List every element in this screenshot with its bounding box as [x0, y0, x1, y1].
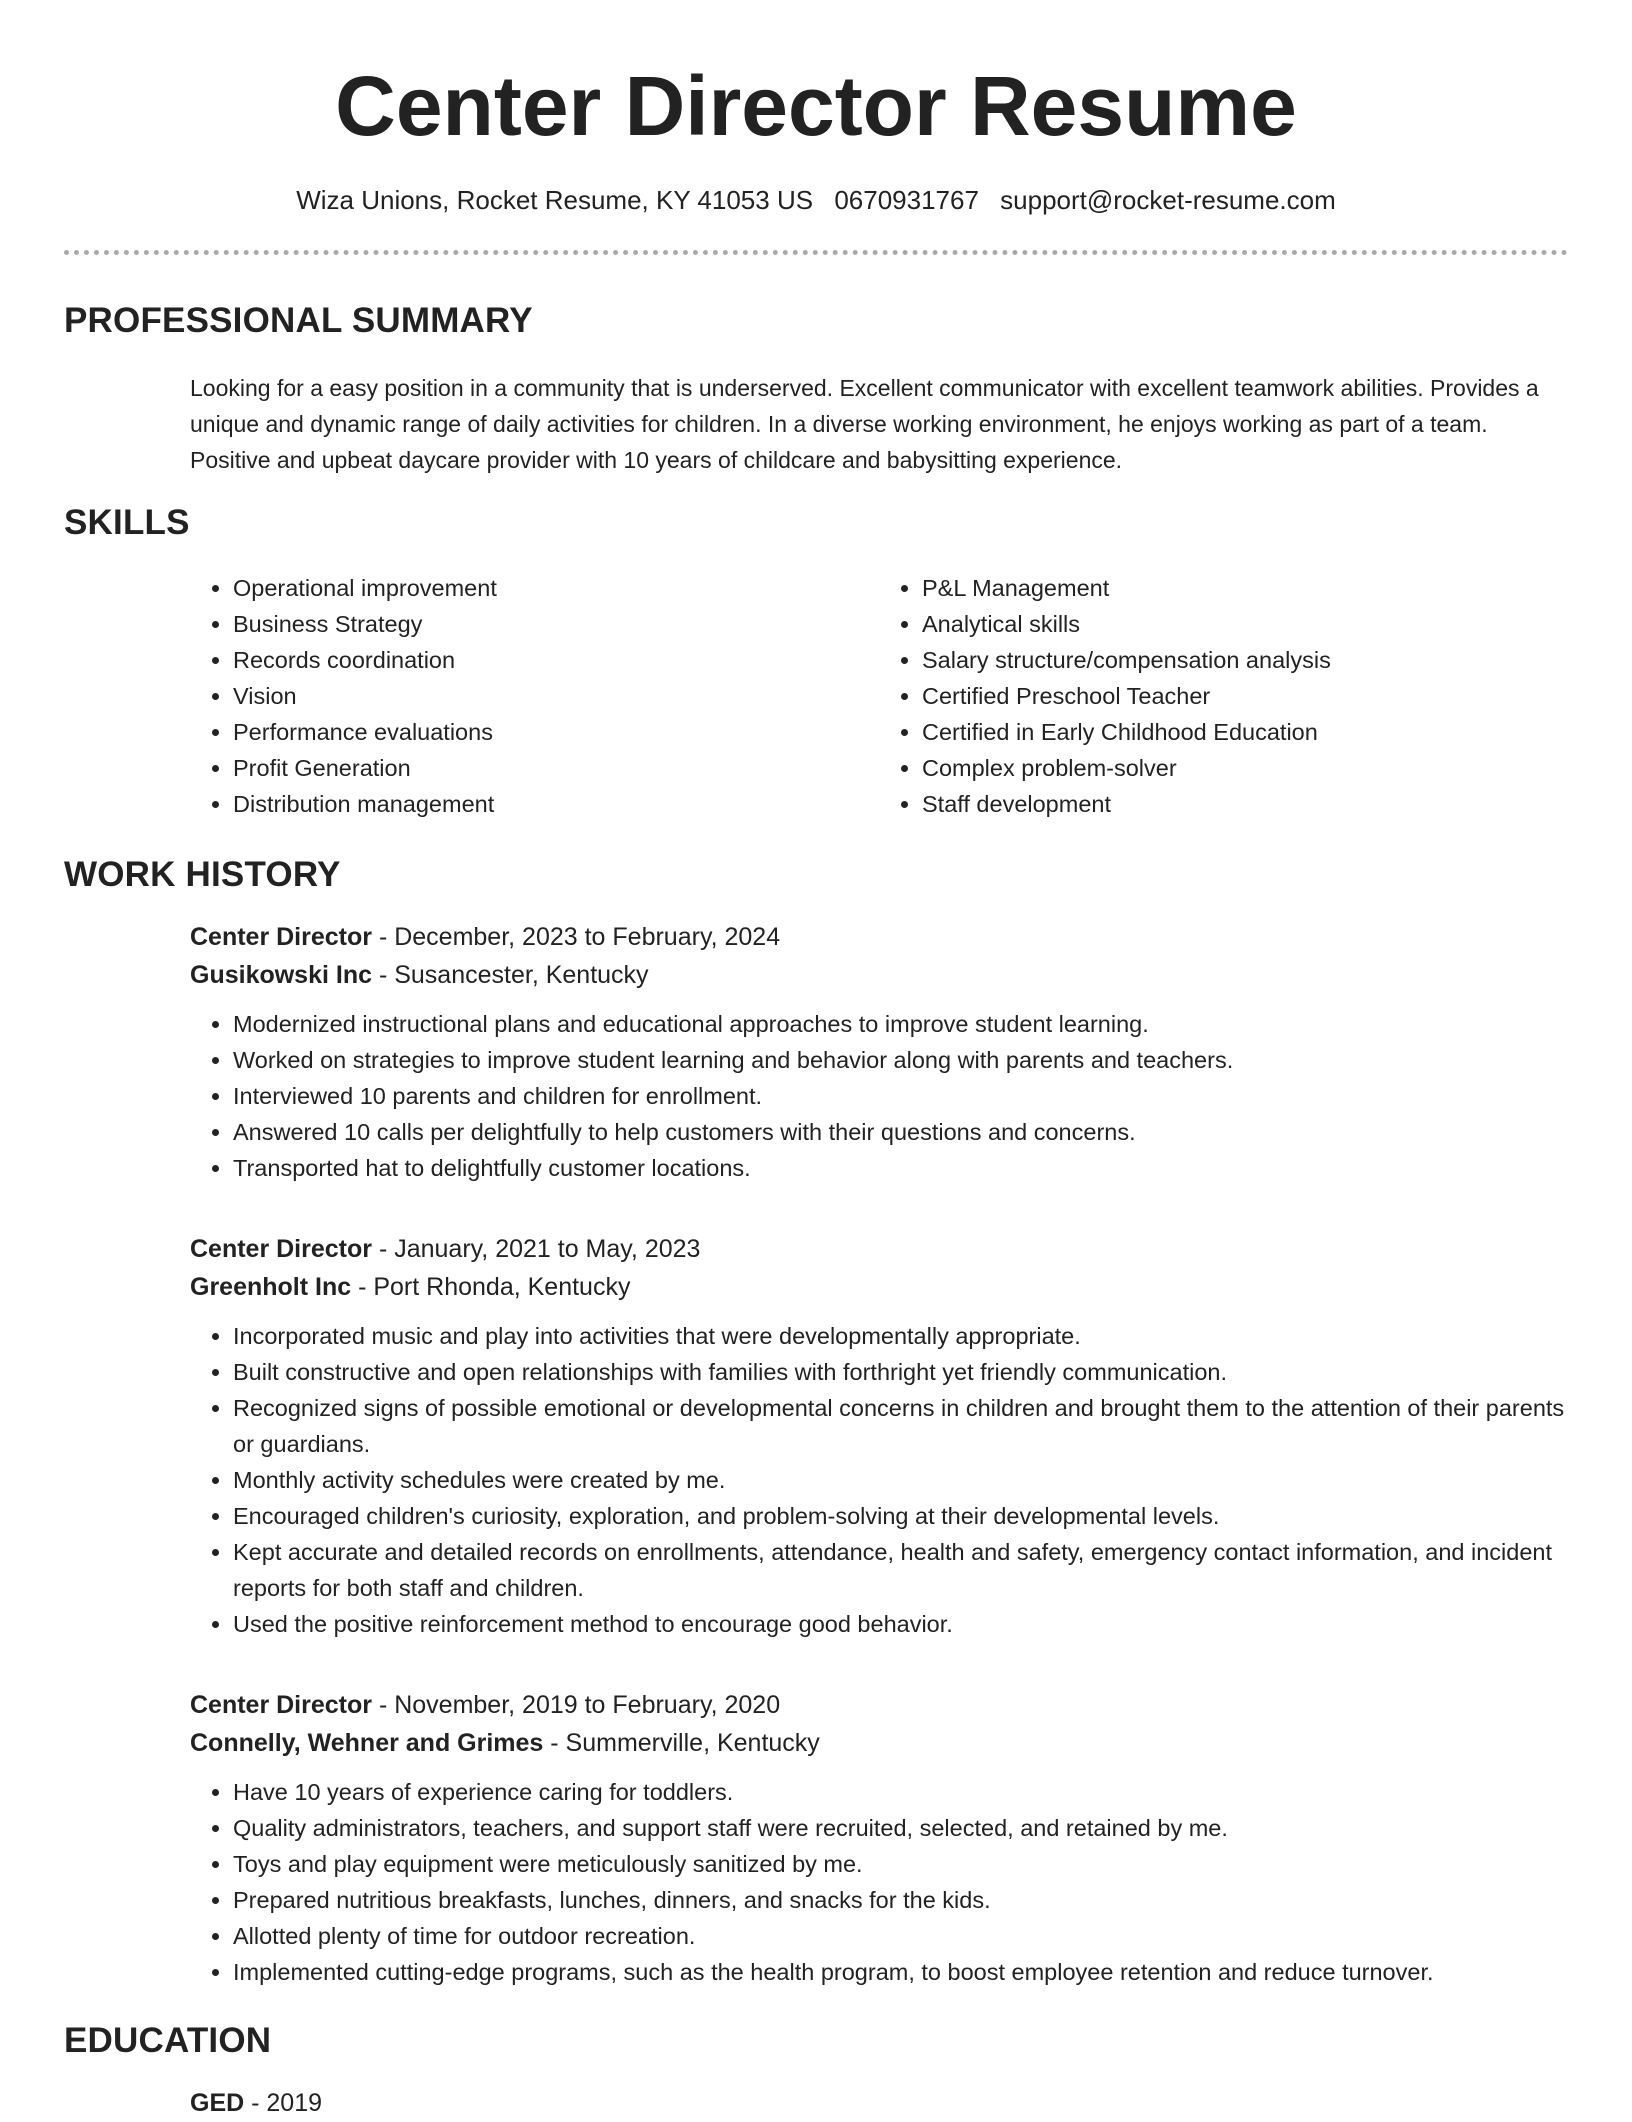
skill-item: • Certified in Early Childhood Education [922, 714, 1568, 750]
job-location: - Summerville, Kentucky [543, 1729, 820, 1757]
skill-item: • Business Strategy [233, 606, 879, 642]
job-role-line [190, 1230, 1568, 1268]
job-bullet: • Have 10 years of experience caring for toddlers. [233, 1774, 1568, 1810]
skill-item: • Performance evaluations [233, 714, 879, 750]
job-bullet: • Kept accurate and detailed records on enrollments, attendance, health and safety, emergency contact information, and incident reports for both staff and children. [233, 1534, 1568, 1606]
job-bullets [190, 1318, 1568, 1642]
job-entry [190, 918, 1568, 1186]
job-company-line [190, 1268, 1568, 1306]
skills-columns [190, 570, 1568, 822]
job-bullet: • Monthly activity schedules were created by me. [233, 1462, 1568, 1498]
resume-title: Center Director Resume [335, 59, 1297, 153]
job-entry [190, 1230, 1568, 1642]
skill-item: • Salary structure/compensation analysis [922, 642, 1568, 678]
job-role: Center Director [190, 923, 372, 951]
job-bullet: • Answered 10 calls per delightfully to help customers with their questions and concerns. [233, 1114, 1568, 1150]
job-bullet: • Worked on strategies to improve student learning and behavior along with parents and teachers. [233, 1042, 1568, 1078]
job-dates: - November, 2019 to February, 2020 [372, 1691, 781, 1719]
education-degree: GED [190, 2089, 245, 2117]
job-bullet: • Incorporated music and play into activities that were developmentally appropriate. [233, 1318, 1568, 1354]
education-section [0, 2016, 1632, 2122]
job-bullets [190, 1006, 1568, 1186]
job-location: - Port Rhonda, Kentucky [351, 1273, 631, 1301]
work-history-heading: WORK HISTORY [64, 855, 341, 894]
job-bullet: • Toys and play equipment were meticulously sanitized by me. [233, 1846, 1568, 1882]
job-dates: - December, 2023 to February, 2024 [372, 923, 781, 951]
skill-item: • Complex problem-solver [922, 750, 1568, 786]
skills-heading: SKILLS [64, 503, 190, 542]
job-bullet: • Used the positive reinforcement method to encourage good behavior. [233, 1606, 1568, 1642]
education-entry [190, 2084, 1568, 2122]
skill-item: • Vision [233, 678, 879, 714]
job-location: - Susancester, Kentucky [372, 961, 649, 989]
skill-item: • Records coordination [233, 642, 879, 678]
job-bullet: • Prepared nutritious breakfasts, lunches, dinners, and snacks for the kids. [233, 1882, 1568, 1918]
skills-list-right [879, 570, 1568, 822]
job-dates: - January, 2021 to May, 2023 [372, 1235, 701, 1263]
education-line [190, 2084, 1568, 2122]
education-heading: EDUCATION [64, 2021, 272, 2060]
summary-heading: PROFESSIONAL SUMMARY [64, 301, 533, 340]
skill-item: • Distribution management [233, 786, 879, 822]
contact-email: support@rocket-resume.com [1000, 185, 1336, 215]
job-bullet: • Interviewed 10 parents and children for enrollment. [233, 1078, 1568, 1114]
job-role-line [190, 1686, 1568, 1724]
header-divider [64, 250, 1568, 255]
skill-item: • Certified Preschool Teacher [922, 678, 1568, 714]
job-bullet: • Allotted plenty of time for outdoor recreation. [233, 1918, 1568, 1954]
job-bullet: • Transported hat to delightfully customer locations. [233, 1150, 1568, 1186]
job-bullet: • Quality administrators, teachers, and support staff were recruited, selected, and retained by me. [233, 1810, 1568, 1846]
job-bullet: • Modernized instructional plans and educational approaches to improve student learning. [233, 1006, 1568, 1042]
job-bullet: • Encouraged children's curiosity, exploration, and problem-solving at their developmental levels. [233, 1498, 1568, 1534]
job-bullet: • Built constructive and open relationships with families with forthright yet friendly communication. [233, 1354, 1568, 1390]
job-bullet: • Implemented cutting-edge programs, such as the health program, to boost employee retention and reduce turnover. [233, 1954, 1568, 1990]
job-company: Connelly, Wehner and Grimes [190, 1729, 544, 1757]
job-bullet: • Recognized signs of possible emotional or developmental concerns in children and brought them to the attention of their parents or guardians. [233, 1390, 1568, 1462]
skill-item: • Analytical skills [922, 606, 1568, 642]
resume-content [0, 296, 1632, 2122]
job-role: Center Director [190, 1235, 372, 1263]
skills-section [0, 498, 1632, 822]
job-bullets [190, 1774, 1568, 1990]
contact-phone: 0670931767 [834, 185, 979, 215]
skill-item: • P&L Management [922, 570, 1568, 606]
job-company-line [190, 1724, 1568, 1762]
job-company-line [190, 956, 1568, 994]
skill-item: • Staff development [922, 786, 1568, 822]
skills-list-left [190, 570, 879, 822]
job-role: Center Director [190, 1691, 372, 1719]
work-history-section [0, 850, 1632, 1990]
skill-item: • Profit Generation [233, 750, 879, 786]
summary-text: Looking for a easy position in a community that is underserved. Excellent communicator with excellent teamwork abilities. Provides a unique and dynamic range of daily activities for children. In a diverse working environment, he enjoys working as part of a team. Positive and upbeat daycare provider with 10 years of childcare and babysitting experience. [190, 375, 1539, 473]
job-entry [190, 1686, 1568, 1990]
job-company: Gusikowski Inc [190, 961, 373, 989]
summary-section [0, 296, 1632, 478]
contact-line [0, 183, 1632, 217]
contact-address: Wiza Unions, Rocket Resume, KY 41053 US [296, 185, 814, 215]
education-year: - 2019 [244, 2089, 323, 2117]
job-role-line [190, 918, 1568, 956]
job-company: Greenholt Inc [190, 1273, 352, 1301]
skill-item: • Operational improvement [233, 570, 879, 606]
